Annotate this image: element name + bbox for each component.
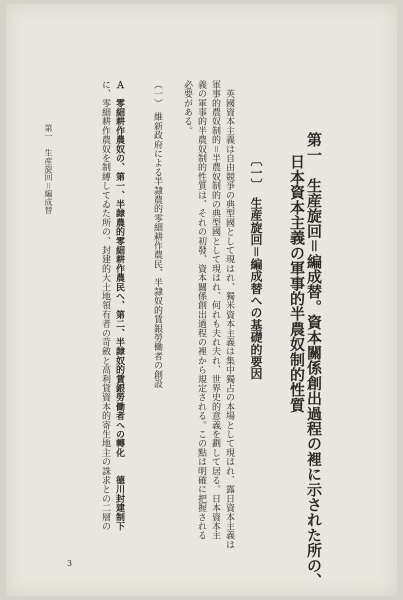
section-heading: 〔一〕 生産旋回＝編成替への基礎的要因: [249, 154, 263, 380]
chapter-title-line-1: 第一 生産旋回＝編成替。資本關係創出過程の裡に示された所の、: [305, 132, 323, 588]
page-number: 3: [67, 559, 73, 568]
paragraph-1-line-1: 英國資本主義は自由競爭の典型國として現はれ、獨米資本主義は集中獨占の本場として現はれ、露日資本主義は: [224, 80, 234, 550]
chapter-title-line-2: 日本資本主義の軍事的半農奴制的性質: [288, 154, 306, 413]
subsection-heading: （一） 維新政府による半隷農的零細耕作農民、半隷奴的賃銀勞働者の創設: [152, 80, 162, 389]
running-footer: 第一 生産旋回＝編成替: [44, 124, 53, 215]
paragraph-1-line-4: 必要がある。: [182, 80, 192, 136]
paragraph-1-line-3: 義の軍事的半農奴制的性質は、それの初發、資本關係創出過程の裡から規定される。この點は明確に把握される: [196, 80, 206, 540]
book-page: [6, 4, 397, 596]
item-a-line-1: Ａ 零細耕作農奴の、第一、半隷農的零細耕作農民へ、第二、半隷奴的賃銀勞働者への轉化 德川封建制下: [114, 80, 124, 531]
paragraph-1-line-2: 軍事的農奴制的＝半農奴制的の典型國として現はれ、何れも夫れ夫れ、世界史的意義を劃して居る。日本資本主: [210, 80, 220, 540]
item-a-line-2: に、零細耕作農奴を制縛してゐた所の、封建的大土地領有者の苛斂と高利貸資本的寄生地主の誅求との二層の: [100, 80, 110, 531]
